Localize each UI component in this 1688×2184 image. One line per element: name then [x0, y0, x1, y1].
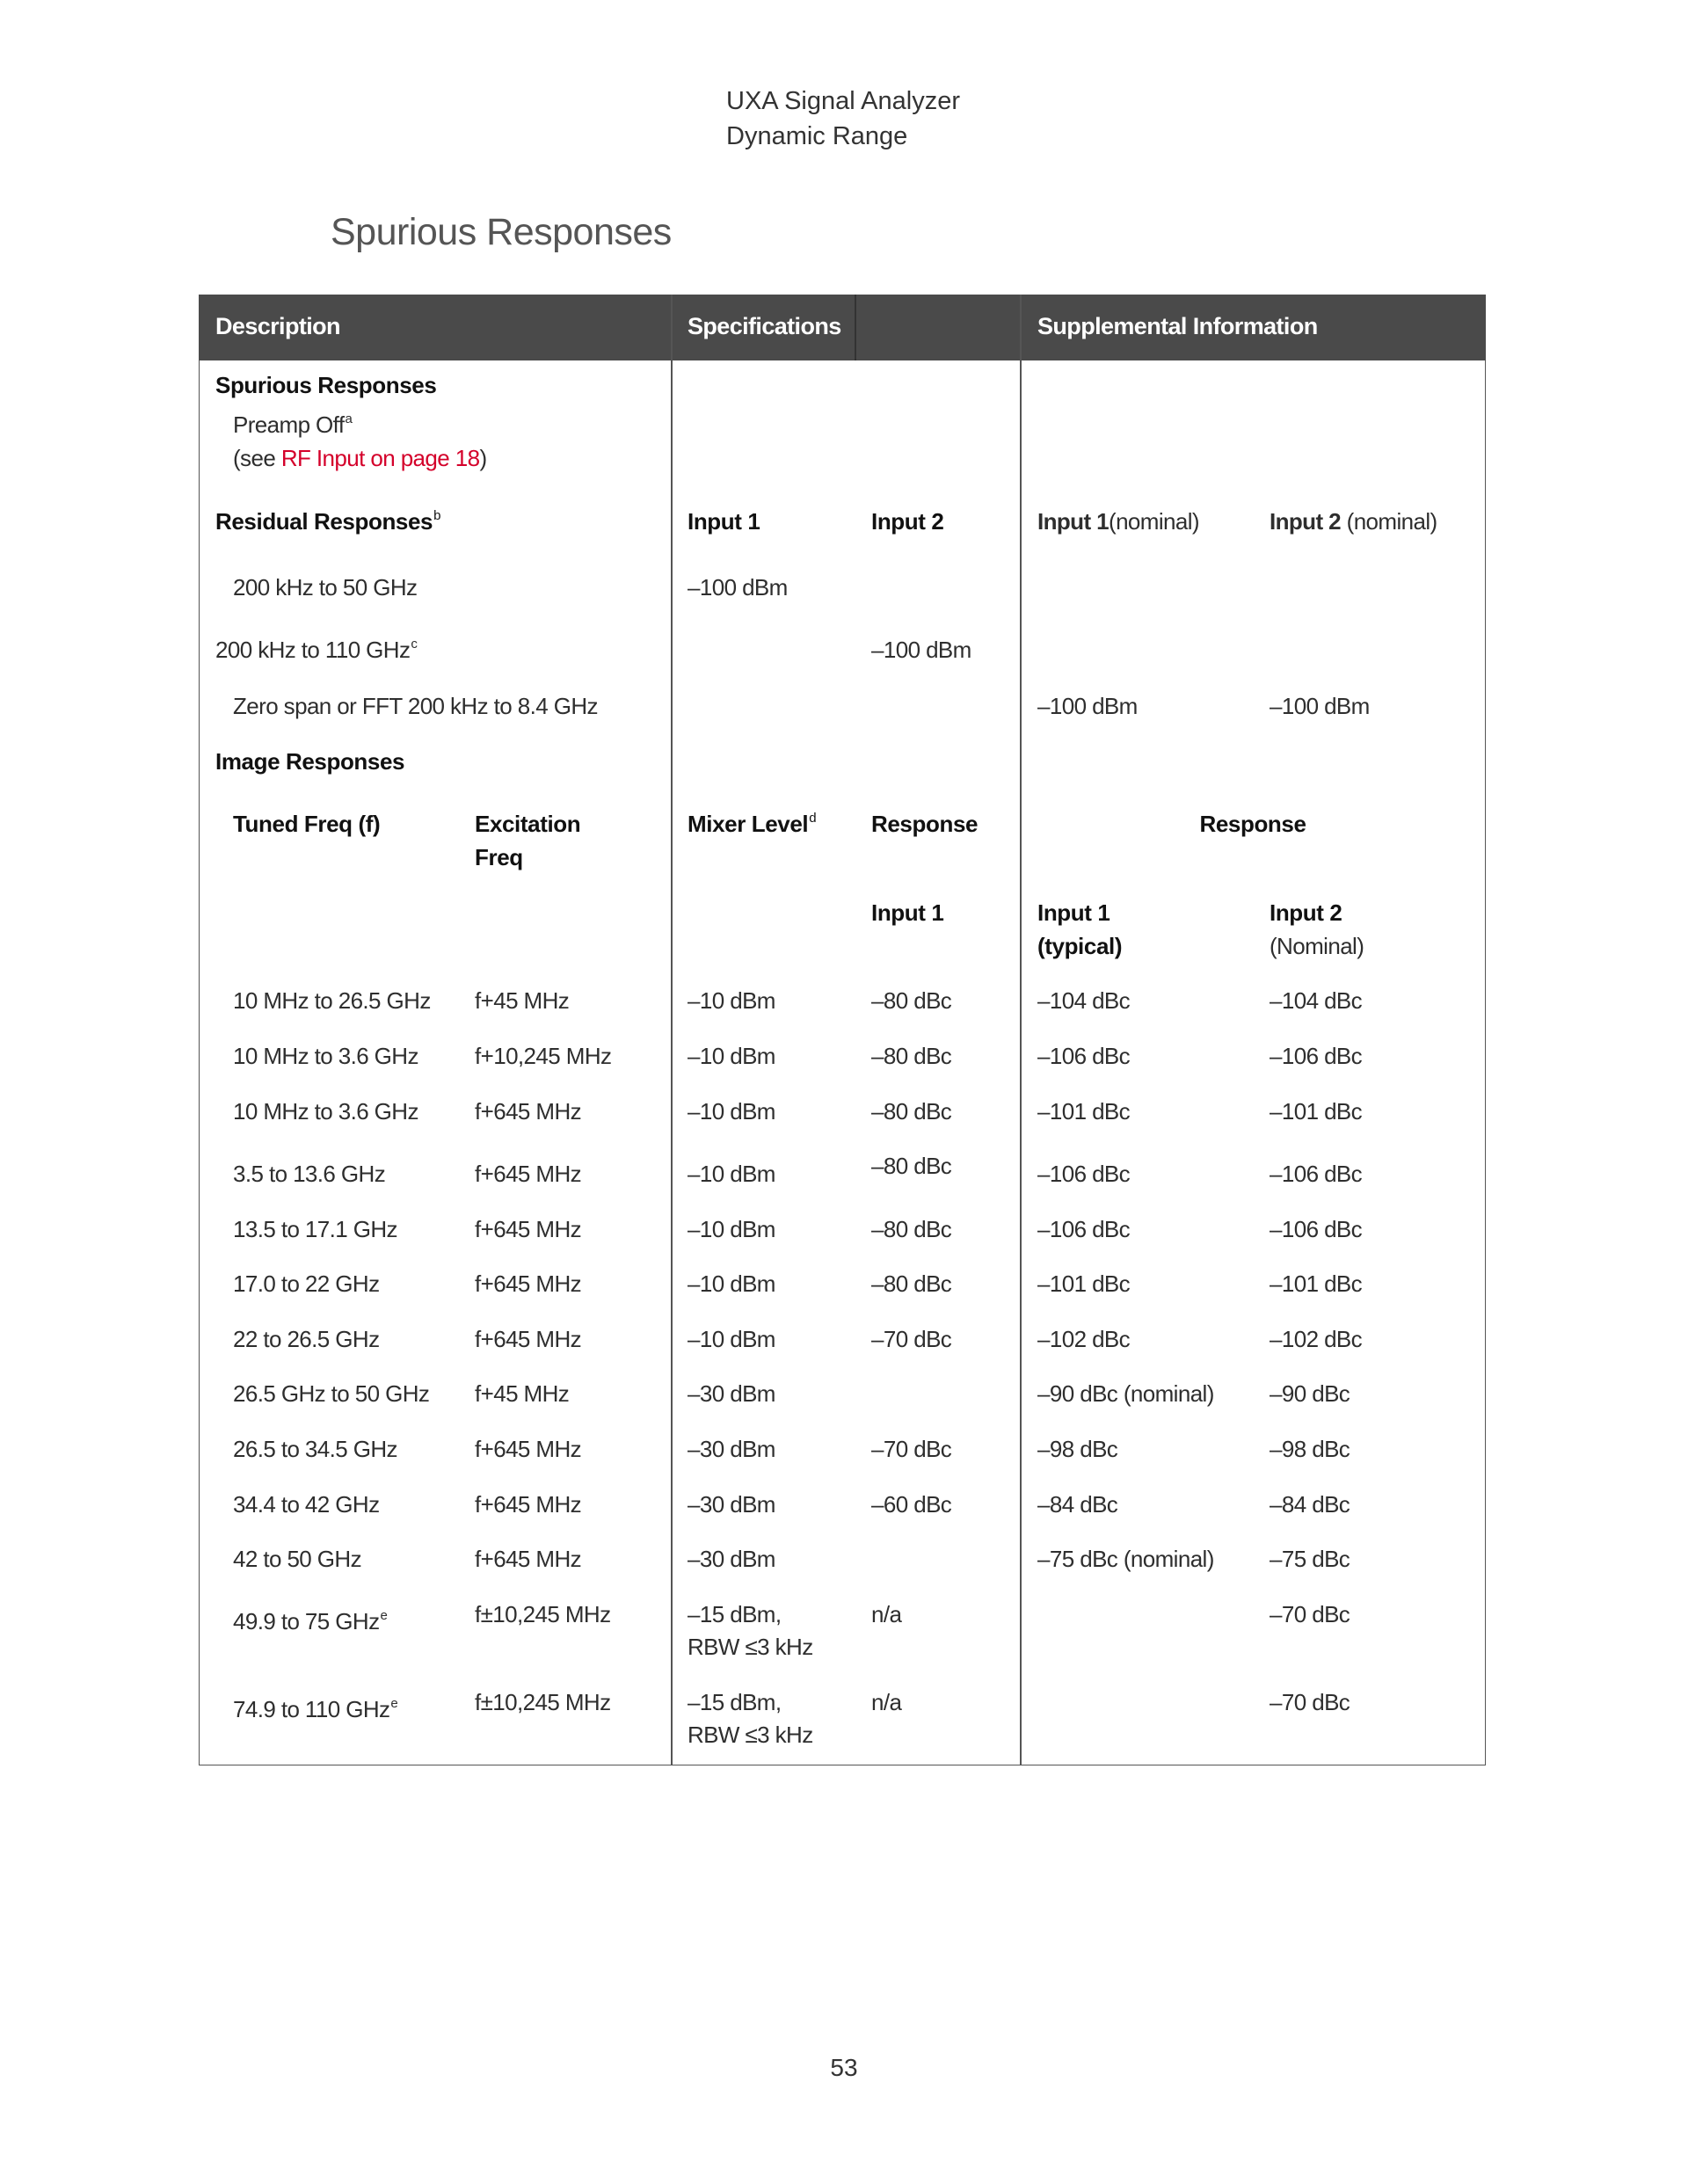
tuned-text: 17.0 to 22 GHz — [233, 1270, 380, 1297]
mixer-text: –10 dBm — [688, 987, 775, 1014]
image-row-sup2 — [1270, 1216, 1362, 1242]
residual-input2-header: Input 2 — [871, 508, 944, 535]
image-row-mixer — [688, 1043, 775, 1069]
mixer-text: –15 dBm, — [688, 1689, 782, 1715]
tuned-text: 22 to 26.5 GHz — [233, 1326, 380, 1352]
tuned-freq-header: Tuned Freq (f) — [233, 811, 381, 837]
sup-input2-label: Input 2 — [1270, 508, 1342, 535]
image-row-response — [871, 1098, 951, 1125]
residual-row-label: Zero span or FFT 200 kHz to 8.4 GHz — [233, 693, 598, 719]
page-number: 53 — [830, 2054, 858, 2081]
image-row-mixer — [688, 1326, 775, 1352]
sup1-text: –98 dBc — [1037, 1436, 1118, 1462]
response-text: n/a — [871, 1689, 902, 1715]
sup1-text: –104 dBc — [1037, 987, 1131, 1014]
image-row-tuned — [233, 1270, 379, 1297]
image-row-tuned — [233, 1608, 387, 1634]
residual-input1-header: Input 1 — [688, 508, 760, 535]
mixer-text: –10 dBm — [688, 1216, 775, 1242]
see-reference — [233, 445, 487, 471]
image-row-tuned — [233, 1043, 418, 1069]
image-row-sup2 — [1270, 1689, 1350, 1715]
tuned-text: 26.5 GHz to 50 GHz — [233, 1380, 430, 1407]
mixer-text: –15 dBm, — [688, 1601, 782, 1627]
image-row-sup2 — [1270, 1098, 1362, 1125]
tuned-text: 42 to 50 GHz — [233, 1546, 361, 1572]
see-suffix: ) — [479, 445, 487, 471]
image-row-sup1 — [1037, 1436, 1117, 1462]
tuned-text: 74.9 to 110 GHz — [233, 1696, 390, 1722]
column-divider — [855, 295, 856, 360]
excitation-text: f+645 MHz — [475, 1098, 582, 1125]
image-row-response — [871, 1491, 951, 1518]
response-text: –80 dBc — [871, 1216, 952, 1242]
sup1-text: –84 dBc — [1037, 1491, 1118, 1518]
section-title: Spurious Responses — [331, 211, 672, 253]
response-header: Response — [871, 811, 979, 837]
sup1-text: –106 dBc — [1037, 1161, 1131, 1187]
response-text: –80 dBc — [871, 1098, 952, 1125]
qualifier: (nominal) — [1346, 508, 1437, 535]
residual-title — [215, 508, 440, 535]
image-row-mixer — [688, 1380, 775, 1407]
image-row-sup2 — [1270, 1161, 1362, 1187]
excitation-text: f+645 MHz — [475, 1216, 582, 1242]
sup-input1-header: Input 1 — [1037, 899, 1110, 926]
image-title: Image Responses — [215, 748, 405, 775]
response-text: –80 dBc — [871, 1153, 952, 1179]
image-row-tuned — [233, 1491, 379, 1518]
response-text: –60 dBc — [871, 1491, 952, 1518]
tuned-text: 13.5 to 17.1 GHz — [233, 1216, 397, 1242]
preamp-text: Preamp Off — [233, 411, 345, 438]
sup-input1-qualifier: (typical) — [1037, 933, 1123, 959]
sup-input2-qualifier: (Nominal) — [1270, 933, 1364, 959]
mixer-text: –30 dBm — [688, 1380, 775, 1407]
residual-sup-input2-header — [1270, 508, 1437, 535]
image-row-response — [871, 1689, 901, 1715]
header-description: Description — [215, 313, 340, 339]
mixer-text: –10 dBm — [688, 1270, 775, 1297]
sup1-text: –90 dBc (nominal) — [1037, 1380, 1214, 1407]
image-row-sup1 — [1037, 1098, 1130, 1125]
tuned-text: 10 MHz to 3.6 GHz — [233, 1098, 418, 1125]
image-row-sup1 — [1037, 1161, 1130, 1187]
sup2-text: –104 dBc — [1270, 987, 1363, 1014]
image-row-excitation — [475, 1491, 581, 1518]
sup1-text: –75 dBc (nominal) — [1037, 1546, 1214, 1572]
footnote-marker: e — [390, 1696, 398, 1711]
sup1-text: –101 dBc — [1037, 1270, 1131, 1297]
image-row-sup1 — [1037, 1491, 1117, 1518]
image-row-sup2 — [1270, 987, 1362, 1014]
sup1-text: –101 dBc — [1037, 1098, 1131, 1125]
response-text: n/a — [871, 1601, 902, 1627]
image-row-mixer — [688, 1098, 775, 1125]
image-row-tuned — [233, 1161, 385, 1187]
tuned-text: 3.5 to 13.6 GHz — [233, 1161, 386, 1187]
image-row-sup1 — [1037, 987, 1130, 1014]
response-text: –80 dBc — [871, 1043, 952, 1069]
excitation-text: f+45 MHz — [475, 987, 570, 1014]
sup1-text: –102 dBc — [1037, 1326, 1131, 1352]
image-row-mixer — [688, 1436, 775, 1462]
image-row-excitation — [475, 1216, 581, 1242]
spurious-title: Spurious Responses — [215, 372, 437, 398]
excitation-text: f±10,245 MHz — [475, 1601, 611, 1627]
sup-input2-header: Input 2 — [1270, 899, 1342, 926]
image-row-sup2 — [1270, 1270, 1362, 1297]
sup-input1-label: Input 1 — [1037, 508, 1110, 535]
column-divider — [671, 295, 673, 1765]
column-divider — [1020, 295, 1022, 1765]
tuned-text: 10 MHz to 3.6 GHz — [233, 1043, 418, 1069]
image-row-sup1 — [1037, 1270, 1130, 1297]
image-row-tuned — [233, 1696, 397, 1722]
residual-sup-input1-header — [1037, 508, 1199, 535]
header-specifications: Specifications — [688, 313, 841, 339]
response-input1-header: Input 1 — [871, 899, 944, 926]
sup2-text: –70 dBc — [1270, 1601, 1350, 1627]
sup2-text: –101 dBc — [1270, 1098, 1363, 1125]
footnote-marker: d — [809, 811, 817, 826]
excitation-text: f+645 MHz — [475, 1491, 582, 1518]
image-row-sup1 — [1037, 1546, 1214, 1572]
excitation-text: f+645 MHz — [475, 1546, 582, 1572]
image-row-sup2 — [1270, 1326, 1362, 1352]
mixer-text: –10 dBm — [688, 1098, 775, 1125]
residual-row-input2: –100 dBm — [871, 637, 971, 663]
footnote-marker: a — [345, 411, 353, 426]
image-row-mixer — [688, 1216, 775, 1242]
sup2-text: –98 dBc — [1270, 1436, 1350, 1462]
mixer-text: Mixer Level — [688, 811, 809, 837]
excitation-text: f+645 MHz — [475, 1326, 582, 1352]
tuned-text: 26.5 to 34.5 GHz — [233, 1436, 397, 1462]
image-row-excitation — [475, 1380, 569, 1407]
residual-title-text: Residual Responses — [215, 508, 433, 535]
image-row-sup2 — [1270, 1380, 1350, 1407]
residual-row-sup2: –100 dBm — [1270, 693, 1370, 719]
image-row-excitation — [475, 1326, 581, 1352]
image-row-sup2 — [1270, 1043, 1362, 1069]
image-row-response — [871, 1043, 951, 1069]
label-text: 200 kHz to 110 GHz — [215, 637, 411, 663]
image-row-tuned — [233, 1380, 429, 1407]
image-row-response — [871, 1601, 901, 1627]
image-row-excitation — [475, 1043, 611, 1069]
image-row-excitation — [475, 1689, 610, 1715]
rf-input-link[interactable]: RF Input on page 18 — [280, 445, 480, 471]
excitation-text: f+645 MHz — [475, 1270, 582, 1297]
image-row-excitation — [475, 1546, 581, 1572]
image-row-excitation — [475, 1161, 581, 1187]
image-row-mixer — [688, 1491, 775, 1518]
image-row-response — [871, 1436, 951, 1462]
sup1-text: –106 dBc — [1037, 1216, 1131, 1242]
response-text: –80 dBc — [871, 987, 952, 1014]
image-row-tuned — [233, 1098, 418, 1125]
sup2-text: –70 dBc — [1270, 1689, 1350, 1715]
image-row-mixer — [688, 1161, 775, 1187]
tuned-text: 10 MHz to 26.5 GHz — [233, 987, 431, 1014]
running-header-title: UXA Signal Analyzer — [726, 87, 960, 115]
image-row-sup1 — [1037, 1216, 1130, 1242]
image-row-excitation — [475, 1270, 581, 1297]
excitation-text: f±10,245 MHz — [475, 1689, 611, 1715]
image-row-tuned — [233, 1436, 397, 1462]
sup2-text: –102 dBc — [1270, 1326, 1363, 1352]
sup1-text: –106 dBc — [1037, 1043, 1131, 1069]
image-row-response — [871, 1216, 951, 1242]
response-text: –80 dBc — [871, 1270, 952, 1297]
response-text: –70 dBc — [871, 1436, 952, 1462]
image-row-mixer — [688, 1601, 782, 1627]
header-supplemental: Supplemental Information — [1037, 313, 1318, 339]
image-row-response — [871, 1270, 951, 1297]
image-row-sup2 — [1270, 1546, 1350, 1572]
image-row-mixer — [688, 1270, 775, 1297]
excitation-header-line1: Excitation — [475, 811, 581, 837]
image-row-tuned — [233, 987, 431, 1014]
excitation-text: f+645 MHz — [475, 1161, 582, 1187]
excitation-header-line2: Freq — [475, 844, 523, 870]
residual-row-sup1: –100 dBm — [1037, 693, 1138, 719]
image-row-tuned — [233, 1546, 361, 1572]
residual-row-input1: –100 dBm — [688, 574, 788, 601]
mixer-text: –30 dBm — [688, 1546, 775, 1572]
image-row-mixer — [688, 1546, 775, 1572]
sup2-text: –101 dBc — [1270, 1270, 1363, 1297]
image-row-response — [871, 1153, 951, 1179]
excitation-text: f+45 MHz — [475, 1380, 570, 1407]
residual-row-label — [215, 637, 417, 663]
footnote-marker: c — [411, 637, 418, 652]
image-row-response — [871, 987, 951, 1014]
image-row-excitation — [475, 1098, 581, 1125]
mixer-text: –30 dBm — [688, 1436, 775, 1462]
image-row-excitation — [475, 1601, 610, 1627]
response-text: –70 dBc — [871, 1326, 952, 1352]
see-prefix: (see — [233, 445, 281, 471]
excitation-text: f+10,245 MHz — [475, 1043, 612, 1069]
image-row-excitation — [475, 987, 569, 1014]
mixer-level-header — [688, 811, 816, 837]
tuned-text: 34.4 to 42 GHz — [233, 1491, 380, 1518]
image-row-mixer-rbw: RBW ≤3 kHz — [688, 1634, 813, 1660]
sup2-text: –75 dBc — [1270, 1546, 1350, 1572]
sup2-text: –90 dBc — [1270, 1380, 1350, 1407]
sup2-text: –106 dBc — [1270, 1043, 1363, 1069]
mixer-text: –10 dBm — [688, 1326, 775, 1352]
footnote-marker: b — [433, 508, 441, 523]
image-row-mixer — [688, 987, 775, 1014]
image-row-sup2 — [1270, 1601, 1350, 1627]
sup2-text: –106 dBc — [1270, 1161, 1363, 1187]
residual-row-label: 200 kHz to 50 GHz — [233, 574, 418, 601]
mixer-text: –10 dBm — [688, 1161, 775, 1187]
qualifier: (nominal) — [1109, 508, 1199, 535]
image-row-tuned — [233, 1326, 379, 1352]
image-row-response — [871, 1326, 951, 1352]
image-row-sup2 — [1270, 1491, 1350, 1518]
sup2-text: –106 dBc — [1270, 1216, 1363, 1242]
image-row-mixer — [688, 1689, 782, 1715]
tuned-text: 49.9 to 75 GHz — [233, 1608, 380, 1634]
sup2-text: –84 dBc — [1270, 1491, 1350, 1518]
excitation-text: f+645 MHz — [475, 1436, 582, 1462]
sup-response-header: Response — [1199, 811, 1306, 837]
image-row-tuned — [233, 1216, 397, 1242]
running-header-subtitle: Dynamic Range — [726, 122, 908, 150]
image-row-excitation — [475, 1436, 581, 1462]
image-row-mixer-rbw: RBW ≤3 kHz — [688, 1722, 813, 1748]
image-row-sup1 — [1037, 1043, 1130, 1069]
image-row-sup1 — [1037, 1326, 1130, 1352]
mixer-text: –30 dBm — [688, 1491, 775, 1518]
mixer-text: –10 dBm — [688, 1043, 775, 1069]
image-row-sup2 — [1270, 1436, 1350, 1462]
image-row-sup1 — [1037, 1380, 1214, 1407]
footnote-marker: e — [380, 1608, 388, 1623]
preamp-label — [233, 411, 352, 438]
